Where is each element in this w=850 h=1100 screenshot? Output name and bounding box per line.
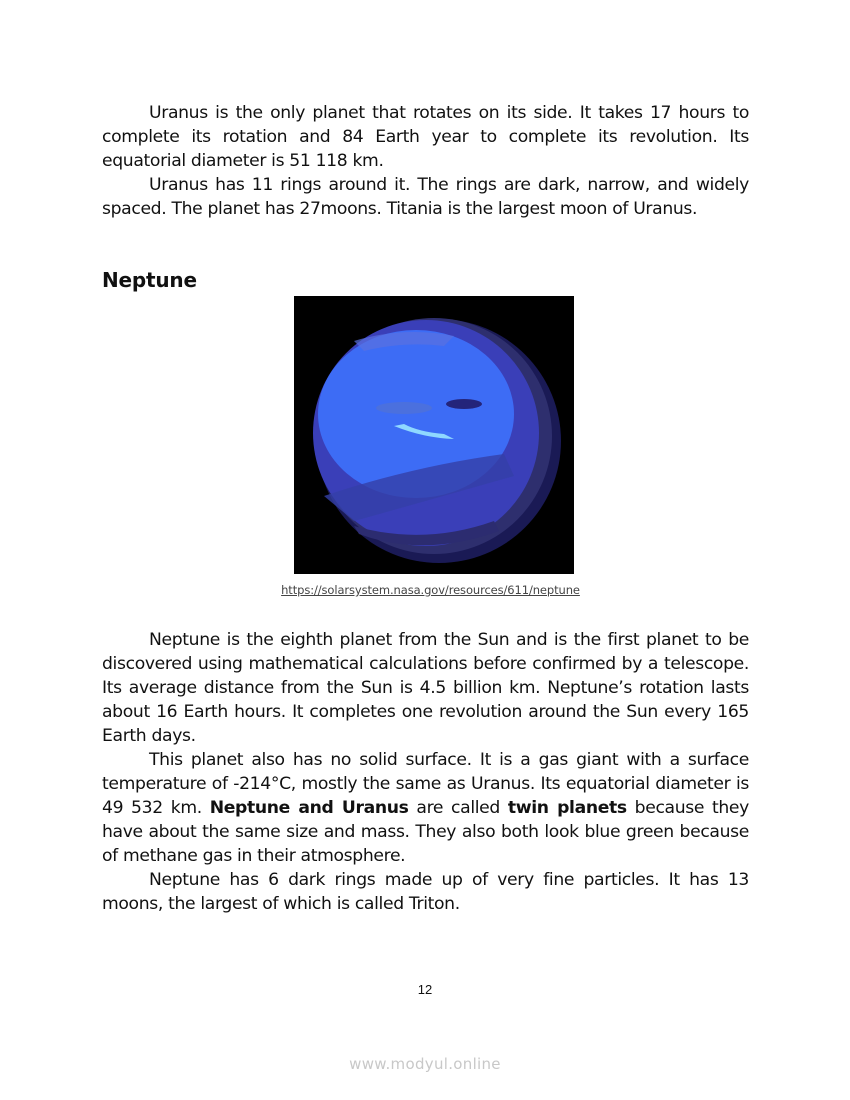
page-number: 12: [417, 982, 433, 997]
neptune-planet-illustration: [294, 296, 574, 574]
text-run: because they have about the same size and mass. They also both look blue green because of methane gas in their atmosphere.: [102, 798, 749, 866]
neptune-image: [294, 296, 574, 574]
neptune-section: [102, 628, 749, 916]
paragraph: [102, 748, 749, 868]
paragraph: Neptune is the eighth planet from the Sun and is the first planet to be discovered using mathematical calculations before confirmed by a telescope. Its average distance from the Sun is 4.5 billion km. Neptune’s rotation lasts about 16 Earth hours. It completes one revolution around the Sun every 165 Earth days.: [102, 630, 749, 746]
bold-term: Neptune and Uranus: [209, 798, 409, 818]
watermark: www.modyul.online: [349, 1055, 501, 1073]
paragraph: Uranus is the only planet that rotates on its side. It takes 17 hours to complete its rotation and 84 Earth year to complete its revolution. Its equatorial diameter is 51 118 km.: [102, 103, 749, 171]
paragraph: Uranus has 11 rings around it. The rings are dark, narrow, and widely spaced. The planet has 27moons. Titania is the largest moon of Uranus.: [102, 175, 749, 219]
uranus-section: [102, 101, 749, 221]
image-source-link[interactable]: https://solarsystem.nasa.gov/resources/611/neptune: [281, 583, 580, 597]
section-heading-neptune: Neptune: [102, 268, 197, 292]
text-run: are called: [408, 798, 508, 818]
text-run: This planet also has no solid surface. It is a gas giant with a surface temperature of -214°C, mostly the same as Uranus. Its equatorial diameter is 49 532 km.: [102, 750, 749, 818]
paragraph: Neptune has 6 dark rings made up of very fine particles. It has 13 moons, the largest of which is called Triton.: [102, 870, 749, 914]
bold-term: twin planets: [507, 798, 627, 818]
